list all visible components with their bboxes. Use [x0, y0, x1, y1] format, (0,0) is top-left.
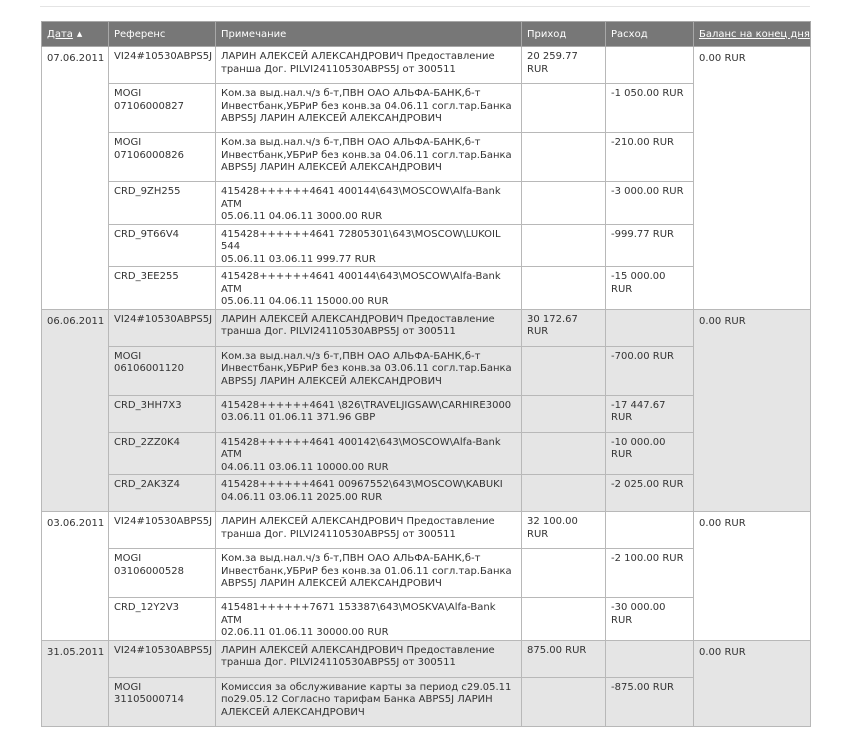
income-cell [522, 395, 606, 432]
note-cell [216, 549, 522, 598]
note-line: 415428++++++4641 400144\643\MOSCOW\Alfa-Bank ATM [221, 271, 501, 295]
note-line: Ком.за выд.нал.ч/з б-т,ПВН ОАО АЛЬФА-БАНК,б-т [221, 553, 481, 564]
note-cell [216, 395, 522, 432]
column-header-date[interactable] [42, 22, 109, 47]
expense-cell [606, 512, 694, 549]
income-cell [522, 182, 606, 225]
column-header-note: Примечание [216, 22, 522, 47]
income-cell: 20 259.77 RUR [522, 47, 606, 84]
note-line: 04.06.11 03.06.11 2025.00 RUR [221, 491, 383, 503]
statement-body [42, 47, 811, 727]
table-header-row [42, 22, 811, 47]
note-line: ЛАРИН АЛЕКСЕЙ АЛЕКСАНДРОВИЧ Предоставление [221, 313, 495, 325]
income-cell [522, 267, 606, 310]
column-header-balance[interactable] [694, 22, 811, 47]
note-cell [216, 598, 522, 641]
note-line: ABPS5J ЛАРИН АЛЕКСЕЙ АЛЕКСАНДРОВИЧ [221, 375, 442, 387]
note-cell [216, 677, 522, 726]
date-cell: 03.06.2011 [42, 512, 109, 641]
income-cell [522, 598, 606, 641]
date-cell: 31.05.2011 [42, 640, 109, 726]
reference-cell: CRD_2AK3Z4 [109, 475, 216, 512]
note-cell [216, 267, 522, 310]
column-header-expense: Расход [606, 22, 694, 47]
note-line: 415428++++++4641 72805301\643\MOSCOW\LUKOIL 544 [221, 228, 501, 252]
reference-cell: VI24#10530ABPS5J [109, 309, 216, 346]
note-line: ЛАРИН АЛЕКСЕЙ АЛЕКСАНДРОВИЧ Предоставление [221, 51, 495, 62]
column-header-reference: Референс [109, 22, 216, 47]
note-line: ABPS5J ЛАРИН АЛЕКСЕЙ АЛЕКСАНДРОВИЧ [221, 578, 442, 589]
income-cell [522, 84, 606, 133]
note-cell [216, 475, 522, 512]
reference-cell: CRD_9ZH255 [109, 182, 216, 225]
note-line: Комиссия за обслуживание карты за период с29.05.11 [221, 681, 512, 693]
reference-cell: VI24#10530ABPS5J [109, 640, 216, 677]
note-line: АЛЕКСЕЙ АЛЕКСАНДРОВИЧ [221, 706, 365, 718]
note-line: Ком.за выд.нал.ч/з б-т,ПВН ОАО АЛЬФА-БАНК,б-т [221, 350, 481, 362]
note-line: Ком.за выд.нал.ч/з б-т,ПВН ОАО АЛЬФА-БАНК,б-т [221, 137, 481, 148]
income-cell [522, 677, 606, 726]
balance-cell: 0.00 RUR [694, 47, 811, 310]
note-line: 05.06.11 03.06.11 999.77 RUR [221, 253, 376, 265]
note-cell [216, 84, 522, 133]
note-line: 415428++++++4641 400144\643\MOSCOW\Alfa-Bank ATM [221, 186, 501, 210]
reference-cell: CRD_3EE255 [109, 267, 216, 310]
expense-cell: -17 447.67 RUR [606, 395, 694, 432]
reference-cell: VI24#10530ABPS5J [109, 47, 216, 84]
note-cell [216, 640, 522, 677]
note-line: ABPS5J ЛАРИН АЛЕКСЕЙ АЛЕКСАНДРОВИЧ [221, 113, 442, 124]
note-line: транша Дог. PILVI24110530ABPS5J от 300511 [221, 326, 456, 337]
note-line: 415428++++++4641 00967552\643\MOSCOW\KABUKI [221, 479, 503, 490]
reference-cell: MOGI 31105000714 [109, 677, 216, 726]
income-cell: 32 100.00 RUR [522, 512, 606, 549]
reference-cell: CRD_12Y2V3 [109, 598, 216, 641]
note-line: Инвестбанк,УБРиР без конв.за 01.06.11 согл.тар.Банка [221, 565, 512, 577]
balance-cell: 0.00 RUR [694, 512, 811, 641]
note-line: 02.06.11 01.06.11 30000.00 RUR [221, 627, 389, 638]
note-cell [216, 432, 522, 475]
note-line: ABPS5J ЛАРИН АЛЕКСЕЙ АЛЕКСАНДРОВИЧ [221, 162, 442, 173]
income-cell [522, 549, 606, 598]
reference-cell: MOGI 06106001120 [109, 346, 216, 395]
reference-cell: CRD_9T66V4 [109, 224, 216, 267]
reference-cell: MOGI 03106000528 [109, 549, 216, 598]
sort-by-balance-link[interactable]: Баланс на конец дня [699, 28, 810, 40]
sort-ascending-icon: ▲ [76, 29, 83, 38]
expense-cell: -875.00 RUR [606, 677, 694, 726]
reference-cell: CRD_3HH7X3 [109, 395, 216, 432]
balance-cell: 0.00 RUR [694, 640, 811, 726]
table-row [42, 640, 811, 677]
note-cell [216, 182, 522, 225]
income-cell [522, 224, 606, 267]
note-cell [216, 47, 522, 84]
sort-by-date-link[interactable]: Дата [47, 28, 73, 40]
note-line: Инвестбанк,УБРиР без конв.за 04.06.11 согл.тар.Банка [221, 149, 512, 161]
expense-cell: -30 000.00 RUR [606, 598, 694, 641]
reference-cell: CRD_2ZZ0K4 [109, 432, 216, 475]
note-cell [216, 512, 522, 549]
date-cell: 06.06.2011 [42, 309, 109, 512]
note-line: 04.06.11 03.06.11 10000.00 RUR [221, 461, 389, 473]
note-line: 415428++++++4641 \826\TRAVELJIGSAW\CARHIRE3000 [221, 399, 512, 411]
note-line: по29.05.12 Согласно тарифам Банка ABPS5J ЛАРИН [221, 694, 493, 705]
table-row [42, 47, 811, 84]
note-line: 415428++++++4641 400142\643\MOSCOW\Alfa-Bank ATM [221, 436, 501, 460]
note-line: 415481++++++7671 153387\643\MOSKVA\Alfa-Bank ATM [221, 602, 496, 626]
note-line: транша Дог. PILVI24110530ABPS5J от 300511 [221, 528, 456, 540]
note-line: ЛАРИН АЛЕКСЕЙ АЛЕКСАНДРОВИЧ Предоставление [221, 516, 495, 527]
note-line: 05.06.11 04.06.11 15000.00 RUR [221, 296, 389, 307]
note-line: Ком.за выд.нал.ч/з б-т,ПВН ОАО АЛЬФА-БАНК,б-т [221, 88, 481, 99]
note-cell [216, 224, 522, 267]
expense-cell [606, 640, 694, 677]
expense-cell: -999.77 RUR [606, 224, 694, 267]
note-line: 05.06.11 04.06.11 3000.00 RUR [221, 211, 383, 222]
note-cell [216, 133, 522, 182]
income-cell [522, 475, 606, 512]
expense-cell: -700.00 RUR [606, 346, 694, 395]
expense-cell: -10 000.00 RUR [606, 432, 694, 475]
expense-cell: -2 025.00 RUR [606, 475, 694, 512]
note-cell [216, 346, 522, 395]
expense-cell [606, 47, 694, 84]
balance-cell: 0.00 RUR [694, 309, 811, 512]
reference-cell: MOGI 07106000827 [109, 84, 216, 133]
date-cell: 07.06.2011 [42, 47, 109, 310]
income-cell: 875.00 RUR [522, 640, 606, 677]
table-row [42, 309, 811, 346]
income-cell [522, 346, 606, 395]
note-line: ЛАРИН АЛЕКСЕЙ АЛЕКСАНДРОВИЧ Предоставление [221, 644, 495, 656]
expense-cell: -15 000.00 RUR [606, 267, 694, 310]
top-divider [40, 6, 810, 7]
expense-cell: -1 050.00 RUR [606, 84, 694, 133]
expense-cell: -210.00 RUR [606, 133, 694, 182]
note-line: Инвестбанк,УБРиР без конв.за 03.06.11 согл.тар.Банка [221, 363, 512, 374]
statement-table [41, 21, 811, 727]
column-header-income: Приход [522, 22, 606, 47]
expense-cell [606, 309, 694, 346]
table-row [42, 512, 811, 549]
income-cell [522, 133, 606, 182]
note-line: Инвестбанк,УБРиР без конв.за 04.06.11 согл.тар.Банка [221, 100, 512, 112]
income-cell [522, 432, 606, 475]
note-line: транша Дог. PILVI24110530ABPS5J от 300511 [221, 657, 456, 668]
reference-cell: MOGI 07106000826 [109, 133, 216, 182]
note-line: 03.06.11 01.06.11 371.96 GBP [221, 412, 376, 423]
income-cell: 30 172.67 RUR [522, 309, 606, 346]
expense-cell: -2 100.00 RUR [606, 549, 694, 598]
reference-cell: VI24#10530ABPS5J [109, 512, 216, 549]
expense-cell: -3 000.00 RUR [606, 182, 694, 225]
note-line: транша Дог. PILVI24110530ABPS5J от 300511 [221, 63, 456, 75]
note-cell [216, 309, 522, 346]
